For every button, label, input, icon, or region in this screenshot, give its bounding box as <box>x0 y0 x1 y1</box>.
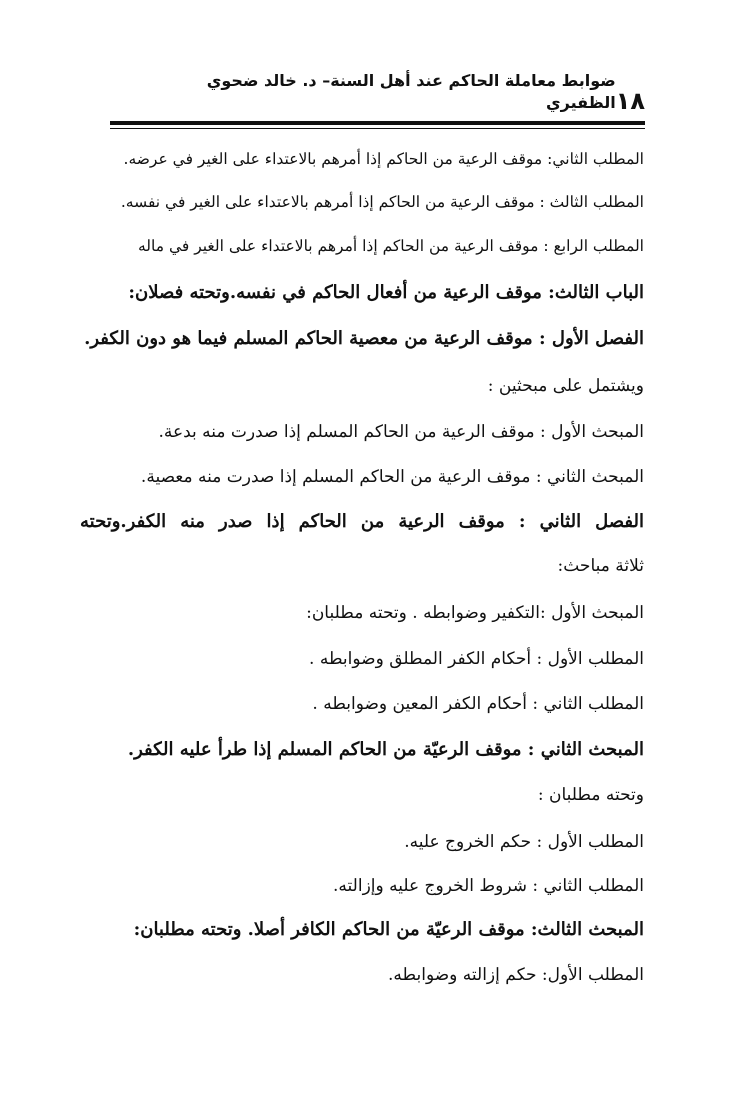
text-line: المبحث الأول :التكفير وضوابطه . وتحته مطلبان: <box>306 603 644 623</box>
text-line: المبحث الأول : موقف الرعية من الحاكم المسلم إذا صدرت منه بدعة. <box>158 422 644 442</box>
text-line: المطلب الرابع : موقف الرعية من الحاكم إذا أمرهم بالاعتداء على الغير في ماله <box>137 237 644 255</box>
text-line: المطلب الثاني : شروط الخروج عليه وإزالته. <box>333 876 644 896</box>
text-line: المطلب الأول: حكم إزالته وضوابطه. <box>388 965 644 985</box>
text-line: المبحث الثاني : موقف الرعية من الحاكم المسلم إذا صدرت منه معصية. <box>140 467 644 487</box>
text-line: المطلب الأول : حكم الخروج عليه. <box>404 832 644 852</box>
text-line: المطلب الثاني : أحكام الكفر المعين وضوابطه . <box>312 694 644 714</box>
text-line: المطلب الأول : أحكام الكفر المطلق وضوابطه . <box>309 649 644 669</box>
subsection-heading: المبحث الثاني : موقف الرعيّة من الحاكم المسلم إذا طرأ عليه الكفر. <box>127 739 644 760</box>
subsection-heading: المبحث الثالث: موقف الرعيّة من الحاكم الكافر أصلا. وتحته مطلبان: <box>133 919 644 940</box>
header-rule-thick <box>110 121 645 125</box>
page-header <box>150 71 645 115</box>
text-line: ويشتمل على مبحثين : <box>487 376 644 396</box>
text-line: وتحته مطلبان : <box>537 785 644 805</box>
section-heading: الباب الثالث: موقف الرعية من أفعال الحاكم في نفسه.وتحته فصلان: <box>128 282 644 303</box>
text-line: المطلب الثالث : موقف الرعية من الحاكم إذا أمرهم بالاعتداء على الغير في نفسه. <box>120 193 644 211</box>
chapter-heading: الفصل الأول : موقف الرعية من معصية الحاكم المسلم فيما هو دون الكفر. <box>84 328 644 349</box>
header-rule-thin <box>110 128 645 129</box>
page-number: ١٨ <box>615 87 645 115</box>
chapter-heading: الفصل الثاني : موقف الرعية من الحاكم إذا صدر منه الكفر.وتحته <box>80 511 644 532</box>
running-title: ضوابط معاملة الحاكم عند أهل السنة– د. خالد ضحوي الظفيري <box>206 71 616 112</box>
text-line: المطلب الثاني: موقف الرعية من الحاكم إذا أمرهم بالاعتداء على الغير في عرضه. <box>123 150 644 168</box>
text-line: ثلاثة مباحث: <box>557 556 644 576</box>
